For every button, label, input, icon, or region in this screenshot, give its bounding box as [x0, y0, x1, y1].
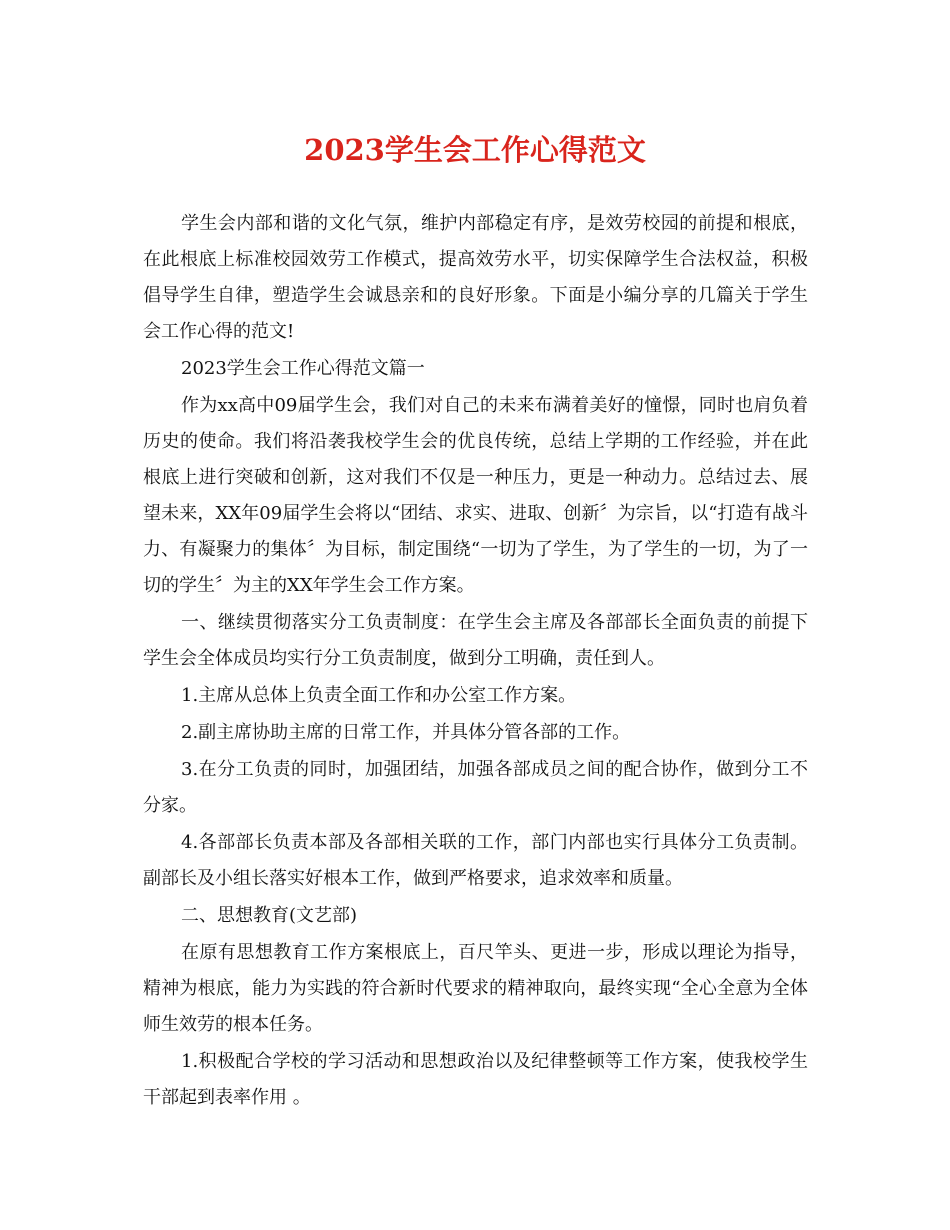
paragraph: 作为xx高中09届学生会，我们对自己的未来布满着美好的憧憬，同时也肩负着历史的使命。我们将沿袭我校学生会的优良传统，总结上学期的工作经验，并在此根底上进行突破和创新，这对我们不仅是一种压力，更是一种动力。总结过去、展望未来，XX年09届学生会将以“团结、求实、进取、创新〞为宗旨，以“打造有战斗力、有凝聚力的集体〞为目标，制定围绕“一切为了学生，为了学生的一切，为了一切的学生〞为主的XX年学生会工作方案。: [143, 395, 808, 596]
list-item: 3.在分工负责的同时，加强团结，加强各部成员之间的配合协作，做到分工不分家。: [143, 759, 808, 816]
list-item: 1.积极配合学校的学习活动和思想政治以及纪律整顿等工作方案，使我校学生干部起到表率作用 。: [143, 1051, 808, 1108]
list-item: 2.副主席协助主席的日常工作，并具体分管各部的工作。: [181, 722, 631, 743]
paragraph: 一、继续贯彻落实分工负责制度：在学生会主席及各部部长全面负责的前提下学生会全体成员均实行分工负责制度，做到分工明确，责任到人。: [143, 612, 808, 669]
list-item: 1.主席从总体上负责全面工作和办公室工作方案。: [181, 685, 577, 706]
section-heading: 二、思想教育(文艺部): [181, 905, 358, 926]
intro-paragraph: 学生会内部和谐的文化气氛，维护内部稳定有序，是效劳校园的前提和根底，在此根底上标准校园效劳工作模式，提高效劳水平，切实保障学生合法权益，积极倡导学生自律，塑造学生会诚恳亲和的良好形象。下面是小编分享的几篇关于学生会工作心得的范文!: [143, 213, 808, 342]
list-item: 4.各部部长负责本部及各部相关联的工作，部门内部也实行具体分工负责制。副部长及小组长落实好根本工作，做到严格要求，追求效率和质量。: [143, 832, 808, 889]
document-body: [143, 206, 808, 1117]
document-title: 2023学生会工作心得范文: [304, 133, 646, 167]
section-heading: 2023学生会工作心得范文篇一: [181, 358, 425, 379]
paragraph: 在原有思想教育工作方案根底上，百尺竿头、更进一步，形成以理论为指导，精神为根底，能力为实践的符合新时代要求的精神取向，最终实现“全心全意为全体师生效劳的根本任务。: [143, 942, 808, 1035]
